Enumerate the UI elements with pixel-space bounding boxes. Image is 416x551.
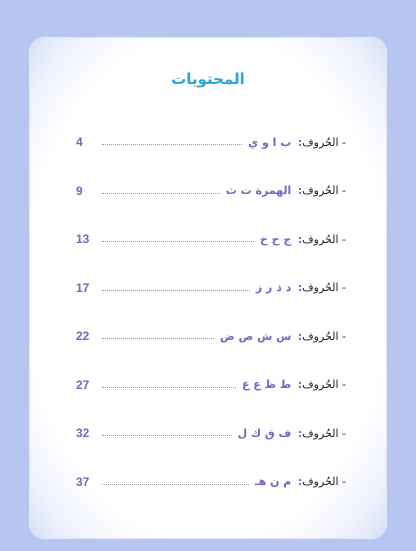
- toc-letters: ف ق ك ل: [237, 426, 292, 440]
- toc-entry: [76, 118, 346, 167]
- toc-label: - الحُروف: ط ظ ع غ: [241, 378, 346, 392]
- page-title: المحتويات: [171, 70, 245, 88]
- toc-entry: [76, 264, 346, 313]
- toc-label: - الحُروف: س ش ص ض: [219, 329, 346, 343]
- toc-entry: [76, 409, 346, 458]
- toc-label: - الحُروف: د ذ ر ز: [255, 281, 346, 295]
- toc-list: [76, 118, 346, 506]
- dot-leader: [102, 386, 236, 388]
- toc-label: - الحُروف: ب ا و ي: [248, 135, 346, 149]
- toc-letters: الهمزة ت ث: [225, 184, 292, 198]
- dot-leader: [102, 240, 254, 242]
- toc-label: - الحُروف: ف ق ك ل: [237, 426, 346, 440]
- toc-letters: د ذ ر ز: [255, 281, 292, 295]
- toc-letters: ج ح خ: [259, 232, 292, 246]
- toc-entry: [76, 167, 346, 216]
- toc-label: - الحُروف: ج ح خ: [259, 232, 346, 246]
- dot-leader: [102, 289, 250, 291]
- dot-leader: [102, 337, 214, 339]
- toc-page-number: 13: [76, 232, 90, 247]
- toc-page-number: 22: [76, 329, 90, 344]
- toc-page-number: 32: [76, 426, 90, 441]
- toc-page-number: 37: [76, 474, 90, 489]
- toc-page-number: 27: [76, 377, 90, 392]
- toc-page-number: 4: [76, 135, 83, 150]
- toc-entry: [76, 312, 346, 361]
- toc-entry: [76, 458, 346, 507]
- toc-page-number: 9: [76, 183, 83, 198]
- toc-entry: [76, 361, 346, 410]
- toc-letters: س ش ص ض: [219, 329, 292, 343]
- dot-leader: [102, 143, 242, 145]
- toc-page-number: 17: [76, 280, 90, 295]
- dot-leader: [102, 434, 232, 436]
- dot-leader: [102, 483, 249, 485]
- toc-label: - الحُروف: الهمزة ت ث: [225, 184, 346, 198]
- dot-leader: [102, 192, 220, 194]
- toc-letters: م ن هـ: [254, 475, 292, 489]
- toc-letters: ب ا و ي: [248, 135, 292, 149]
- toc-label: - الحُروف: م ن هـ: [254, 475, 346, 489]
- toc-entry: [76, 215, 346, 264]
- toc-letters: ط ظ ع غ: [241, 378, 292, 392]
